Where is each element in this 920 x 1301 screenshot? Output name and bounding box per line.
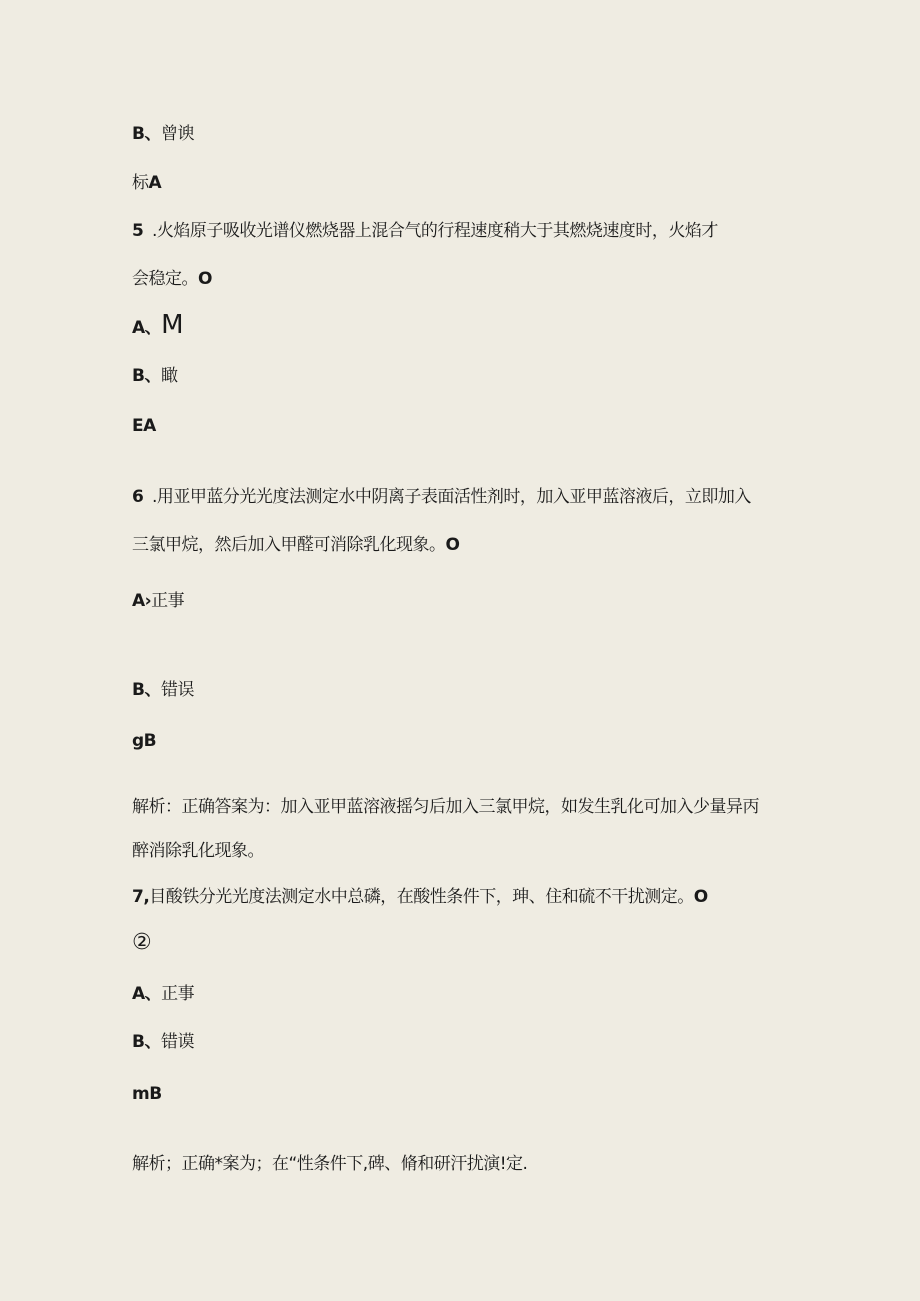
- question-text: .用亚甲蓝分光光度法测定水中阴离子表面活性剂时，加入亚甲蓝溶液后，立即加入: [152, 487, 751, 507]
- option-b-line: [132, 365, 177, 387]
- question-text: 会稳定。: [132, 269, 198, 289]
- answer-line: mB: [132, 1084, 162, 1104]
- answer-line: [132, 172, 161, 194]
- option-label: B、: [132, 680, 161, 700]
- option-text: 曾谀: [160, 124, 194, 144]
- answer-line: gB: [132, 731, 157, 751]
- question-number: 7,: [132, 887, 150, 907]
- question-number: 6: [132, 487, 144, 507]
- option-label: A、: [132, 984, 162, 1004]
- question-number: 5: [132, 221, 144, 241]
- option-text: 正事: [151, 591, 185, 611]
- answer-prefix: 标: [132, 173, 149, 193]
- option-text: M: [161, 310, 184, 340]
- blank-mark: O: [445, 535, 460, 555]
- blank-mark: O: [693, 887, 708, 907]
- option-text: 错谟: [160, 1032, 194, 1052]
- question-7-line-1: [132, 886, 708, 908]
- option-b-line: [132, 1031, 194, 1053]
- question-text: 三氯甲烷，然后加入甲醛可消除乳化现象。: [132, 535, 446, 555]
- option-a-line: [132, 590, 184, 612]
- option-b-line: [132, 123, 194, 145]
- explanation-line: 解析；正确*案为；在“性条件下,碑、脩和研汗扰演!定.: [132, 1154, 528, 1174]
- explanation-line-2: 醉消除乳化现象。: [132, 841, 264, 861]
- option-label: B、: [132, 366, 161, 386]
- option-label: B、: [132, 124, 161, 144]
- question-text: .火焰原子吸收光谱仪燃烧器上混合气的行程速度稍大于其燃烧速度时，火焰才: [152, 221, 718, 241]
- question-5-line-2: [132, 268, 212, 290]
- option-text: 错误: [160, 680, 194, 700]
- question-6-line-1: [132, 486, 751, 508]
- question-text: 目酸铁分光光度法测定水中总磷，在酸性条件下，珅、住和硫不干扰测定。: [149, 887, 694, 907]
- option-text: 正事: [161, 984, 195, 1004]
- answer-value: A: [148, 173, 162, 193]
- blank-mark: O: [198, 269, 212, 289]
- explanation-line-1: 解析：正确答案为：加入亚甲蓝溶液摇匀后加入三氯甲烷，如发生乳化可加入少量异丙: [132, 797, 759, 817]
- question-6-line-2: [132, 534, 459, 556]
- option-label: B、: [132, 1032, 161, 1052]
- option-text: 瞰: [160, 366, 178, 386]
- option-b-line: [132, 679, 194, 701]
- question-5-line-1: [132, 220, 718, 242]
- option-a-line: [132, 310, 184, 340]
- answer-line: EA: [132, 416, 156, 436]
- option-a-line: [132, 983, 194, 1005]
- option-label: A›: [132, 591, 152, 611]
- option-label: A、: [132, 318, 162, 338]
- circled-mark: ②: [132, 930, 152, 955]
